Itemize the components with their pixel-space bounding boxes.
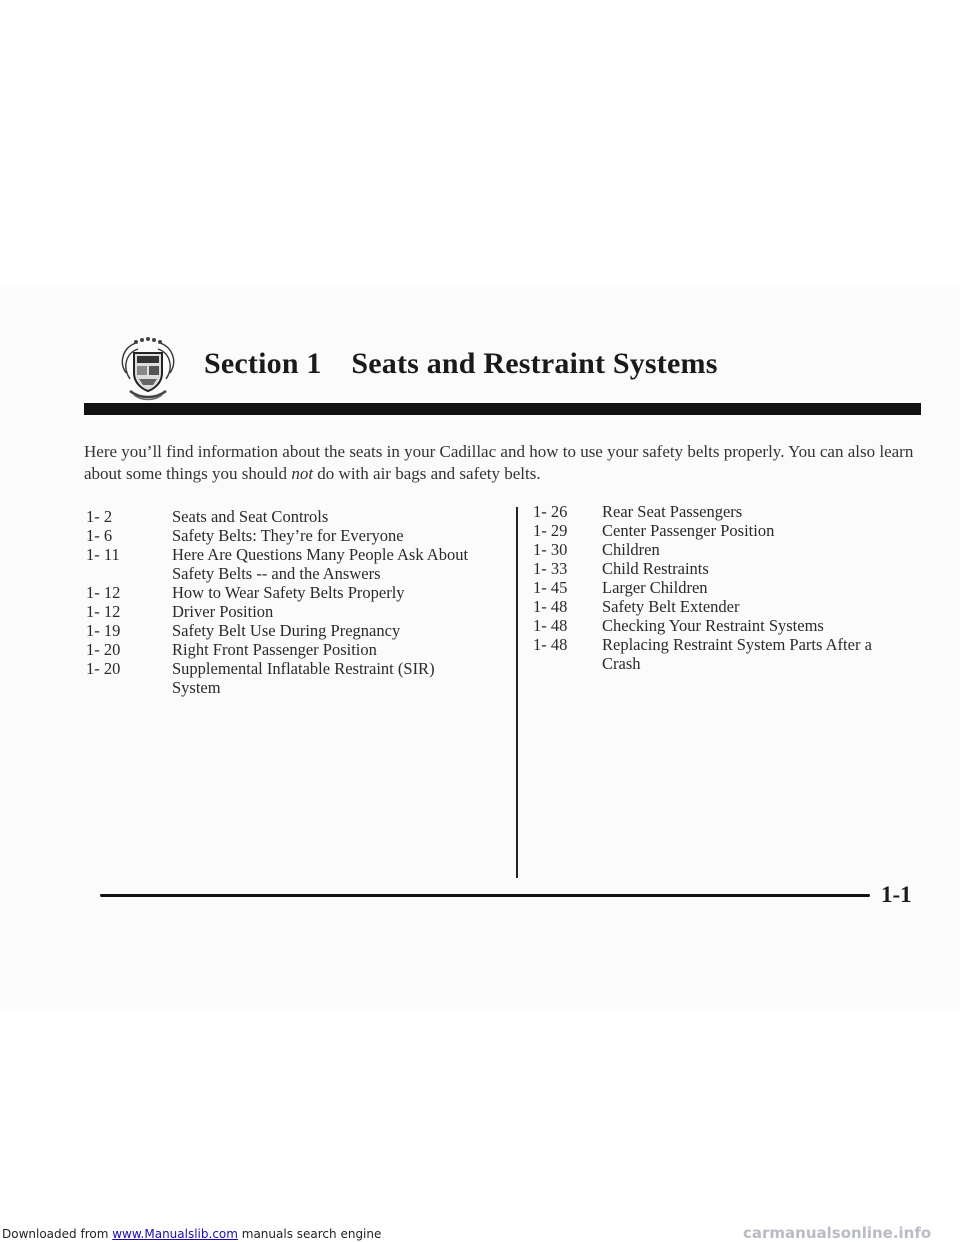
toc-entry (86, 602, 476, 621)
toc-page-number: 1- 30 (533, 540, 568, 559)
download-banner: Downloaded from www.Manualslib.com manuals search engine (2, 1227, 382, 1241)
section-title: Seats and Restraint Systems (351, 347, 718, 380)
toc-title: Replacing Restraint System Parts After a Crash (602, 635, 872, 673)
toc-title: How to Wear Safety Belts Properly (172, 583, 405, 602)
toc-title: Driver Position (172, 602, 274, 621)
toc-page-number: 1- 20 (86, 659, 121, 678)
toc-page-number: 1- 20 (86, 640, 121, 659)
footer-rule (100, 894, 870, 897)
toc-entry (86, 526, 476, 545)
toc-title: Larger Children (602, 578, 708, 597)
toc-page-number: 1- 12 (86, 602, 121, 621)
toc-page-number: 1- 2 (86, 507, 113, 526)
manualslib-link[interactable]: www.Manualslib.com (112, 1227, 238, 1241)
toc-entry (533, 578, 893, 597)
toc-entry (533, 635, 893, 673)
toc-right-column (533, 502, 893, 673)
toc-title: Seats and Seat Controls (172, 507, 329, 526)
toc-page-number: 1- 12 (86, 583, 121, 602)
watermark: carmanualsonline.info (743, 1224, 932, 1242)
toc-title: Safety Belts: They’re for Everyone (172, 526, 404, 545)
toc-title: Supplemental Inflatable Restraint (SIR) System (172, 659, 435, 697)
toc-title: Center Passenger Position (602, 521, 775, 540)
toc-title: Checking Your Restraint Systems (602, 616, 824, 635)
toc-page-number: 1- 26 (533, 502, 568, 521)
toc-page-number: 1- 48 (533, 635, 568, 654)
intro-emphasis: not (291, 464, 314, 483)
toc-page-number: 1- 19 (86, 621, 121, 640)
toc-left-column (86, 507, 476, 697)
toc-entry (533, 502, 893, 521)
toc-title: Here Are Questions Many People Ask About Safety Belts -- and the Answers (172, 545, 469, 583)
toc-title: Child Restraints (602, 559, 709, 578)
section-heading (204, 347, 718, 381)
toc-title: Safety Belt Extender (602, 597, 740, 616)
toc-title: Children (602, 540, 660, 559)
column-divider (516, 507, 518, 878)
toc-entry (86, 583, 476, 602)
toc-page-number: 1- 29 (533, 521, 568, 540)
page-number: 1-1 (881, 882, 912, 907)
toc-entry (86, 545, 476, 583)
intro-paragraph: Here you’ll find information about the seats in your Cadillac and how to use your safety belts properly. You can also learn about some things you should not do with air bags and safety belts. (84, 442, 914, 483)
toc-page-number: 1- 45 (533, 578, 568, 597)
toc-page-number: 1- 48 (533, 616, 568, 635)
toc-entry (533, 521, 893, 540)
toc-page-number: 1- 48 (533, 597, 568, 616)
toc-page-number: 1- 11 (86, 545, 120, 564)
toc-title: Safety Belt Use During Pregnancy (172, 621, 401, 640)
cadillac-crest-icon (112, 333, 184, 405)
toc-entry (533, 540, 893, 559)
toc-entry (533, 616, 893, 635)
header-rule (84, 403, 921, 415)
toc-entry (86, 659, 476, 697)
toc-entry (86, 507, 476, 526)
toc-entry (86, 621, 476, 640)
toc-page-number: 1- 6 (86, 526, 113, 545)
toc-title: Right Front Passenger Position (172, 640, 377, 659)
toc-entry (533, 559, 893, 578)
toc-page-number: 1- 33 (533, 559, 568, 578)
section-label: Section 1 (204, 347, 322, 380)
toc-title: Rear Seat Passengers (602, 502, 743, 521)
toc-entry (533, 597, 893, 616)
toc-entry (86, 640, 476, 659)
